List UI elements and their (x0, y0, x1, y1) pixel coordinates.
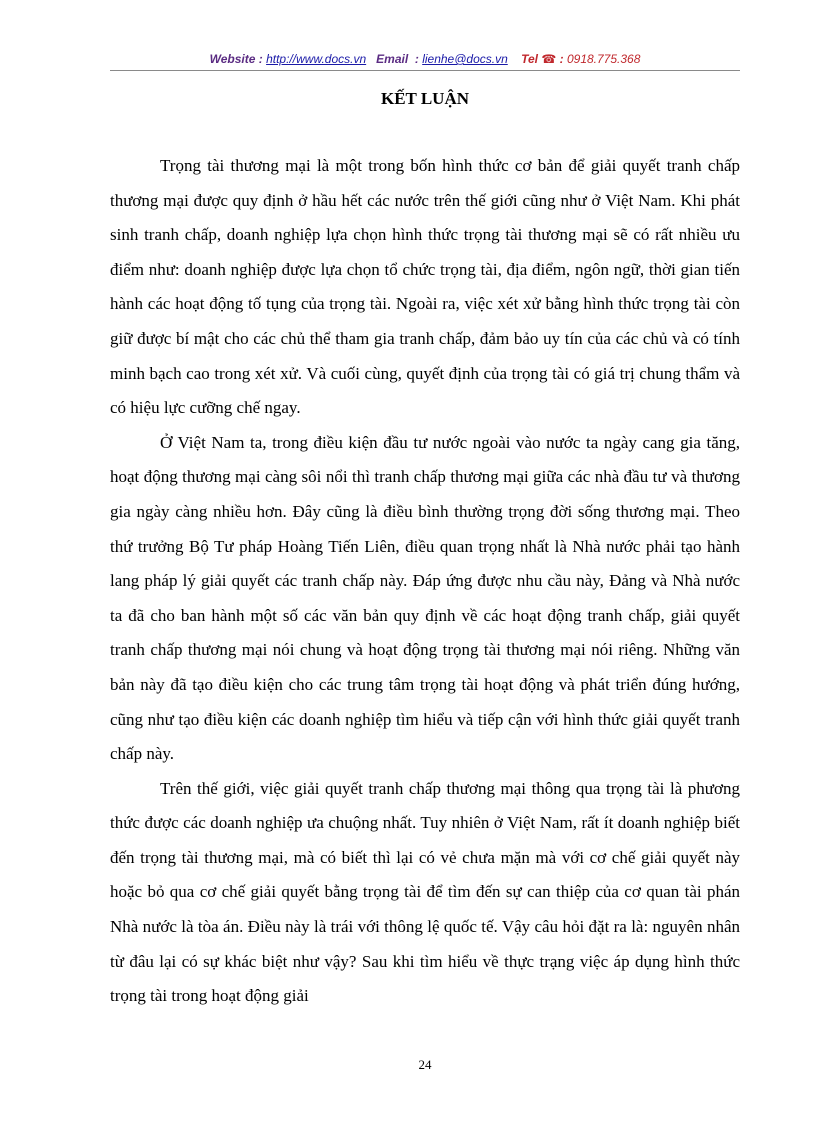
website-link[interactable]: http://www.docs.vn (266, 52, 367, 66)
page-header (110, 51, 740, 67)
page-title: KẾT LUẬN (380, 89, 469, 108)
page-number: 24 (418, 1057, 432, 1072)
paragraph-2: Ở Việt Nam ta, trong điều kiện đầu tư nước ngoài vào nước ta ngày cang gia tăng, hoạt động thương mại càng sôi nổi thì tranh chấp thương mại giữa các nhà đầu tư và thương gia ngày càng nhiều hơn. Đây cũng là điều bình thường trọng đời sống thương mại. Theo thứ trưởng Bộ Tư pháp Hoàng Tiến Liên, điều quan trọng nhất là Nhà nước phải tạo hành lang pháp lý giải quyết các tranh chấp này. Đáp ứng được nhu cầu này, Đảng và Nhà nước ta đã cho ban hành một số các văn bản quy định về các hoạt động tranh chấp, giải quyết tranh chấp thương mại nói chung và hoạt động trọng tài thương mại nói riêng. Những văn bản này đã tạo điều kiện cho các trung tâm trọng tài hoạt động và phát triển đúng hướng, cũng như tạo điều kiện các doanh nghiệp tìm hiểu và tiếp cận với hình thức giải quyết tranh chấp này. (110, 432, 740, 764)
website-label: Website : (209, 52, 263, 66)
email-label: Email (376, 52, 409, 66)
tel-label: Tel ☎ : (521, 52, 564, 66)
paragraph-3: Trên thế giới, việc giải quyết tranh chấp thương mại thông qua trọng tài là phương thức được các doanh nghiệp ưa chuộng nhất. Tuy nhiên ở Việt Nam, rất ít doanh nghiệp biết đến trọng tài thương mại, mà có biết thì lại có vẻ chưa mặn mà với cơ chế giải quyết này hoặc bỏ qua cơ chế giải quyết bằng trọng tài để tìm đến sự can thiệp của cơ quan tài phán Nhà nước là tòa án. Điều này là trái với thông lệ quốc tế. Vậy câu hỏi đặt ra là: nguyên nhân từ đâu lại có sự khác biệt như vậy? Sau khi tìm hiểu về thực trạng việc áp dụng hình thức trọng tài trong hoạt động giải (110, 778, 740, 1006)
paragraph-1: Trọng tài thương mại là một trong bốn hình thức cơ bản để giải quyết tranh chấp thương mại được quy định ở hầu hết các nước trên thế giới cũng như ở Việt Nam. Khi phát sinh tranh chấp, doanh nghiệp lựa chọn hình thức trọng tài thương mại sẽ có rất nhiều ưu điểm như: doanh nghiệp được lựa chọn tổ chức trọng tài, địa điểm, ngôn ngữ, thời gian tiến hành các hoạt động tố tụng của trọng tài. Ngoài ra, việc xét xử bằng hình thức trọng tài còn giữ được bí mật cho các chủ thể tham gia tranh chấp, đảm bảo uy tín của các chủ và có tính minh bạch cao trong xét xử. Và cuối cùng, quyết định của trọng tài có giá trị chung thẩm và có hiệu lực cưỡng chế ngay. (110, 156, 740, 418)
tel-number: 0918.775.368 (566, 52, 641, 66)
email-separator: : (414, 52, 419, 66)
document-body (110, 149, 740, 1014)
email-link[interactable]: lienhe@docs.vn (422, 52, 508, 66)
header-divider (110, 70, 740, 71)
